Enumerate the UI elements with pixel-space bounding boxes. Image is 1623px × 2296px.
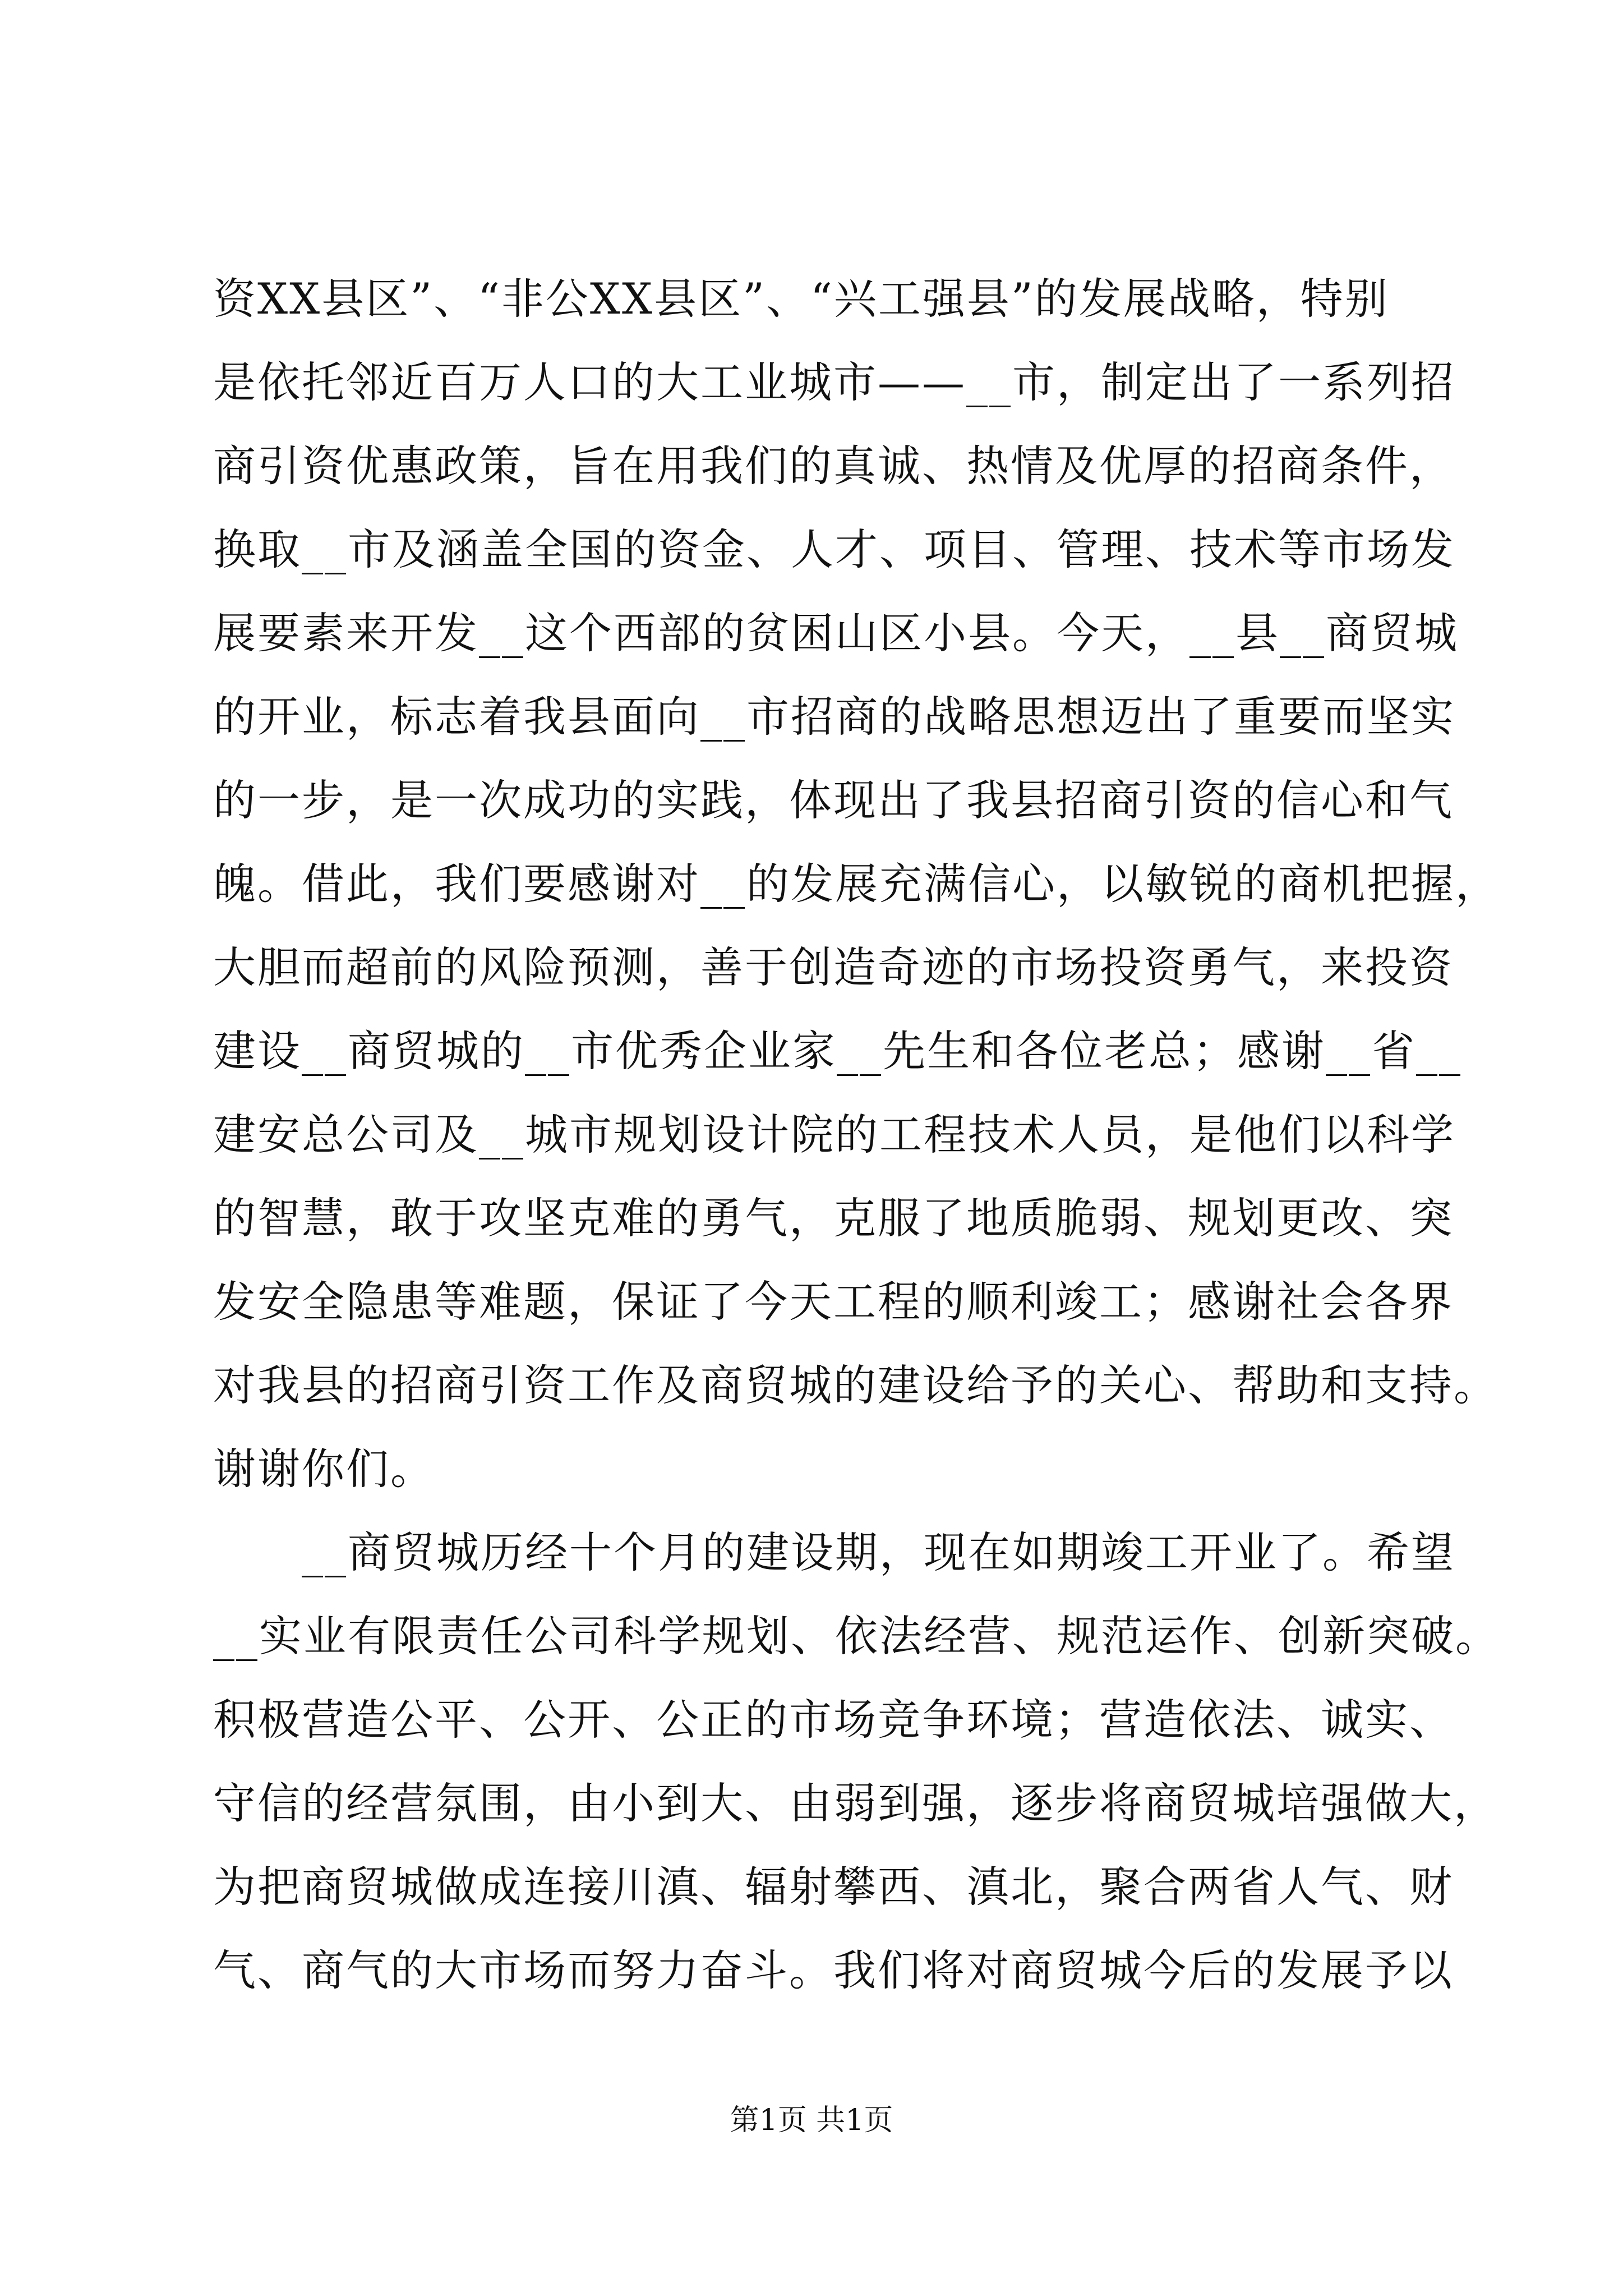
text-line: 建设__商贸城的__市优秀企业家__先生和各位老总；感谢__省__ [213, 1026, 1462, 1076]
text-line: 的一步，是一次成功的实践，体现出了我县招商引资的信心和气 [213, 775, 1454, 825]
text-line: 魄。借此，我们要感谢对__的发展充满信心，以敏锐的商机把握， [213, 859, 1500, 909]
page-footer [0, 2098, 1623, 2143]
text-line: 气、商气的大市场而努力奋斗。我们将对商贸城今后的发展予以 [213, 1945, 1454, 1995]
text-line: 积极营造公平、公开、公正的市场竞争环境；营造依法、诚实、 [213, 1695, 1454, 1745]
text-line: 建安总公司及__城市规划设计院的工程技术人员，是他们以科学 [213, 1110, 1455, 1159]
text-line: 守信的经营氛围，由小到大、由弱到强，逐步将商贸城培强做大， [213, 1778, 1498, 1828]
text-line: 资XX县区”、“非公XX县区”、“兴工强县”的发展战略，特别 [213, 274, 1389, 324]
text-line: 谢谢你们。 [213, 1444, 435, 1494]
text-line: 换取__市及涵盖全国的资金、人才、项目、管理、技术等市场发 [213, 524, 1455, 574]
text-line: 为把商贸城做成连接川滇、辐射攀西、滇北，聚合两省人气、财 [213, 1862, 1454, 1912]
text-line: 大胆而超前的风险预测，善于创造奇迹的市场投资勇气，来投资 [213, 942, 1454, 992]
document-body [213, 257, 1500, 2012]
text-line: 发安全隐患等难题，保证了今天工程的顺利竣工；感谢社会各界 [213, 1277, 1454, 1327]
text-line: __实业有限责任公司科学规划、依法经营、规范运作、创新突破。 [213, 1611, 1500, 1661]
text-line: 的开业，标志着我县面向__市招商的战略思想迈出了重要而坚实 [213, 692, 1455, 742]
text-line: 对我县的招商引资工作及商贸城的建设给予的关心、帮助和支持。 [213, 1360, 1498, 1410]
text-line: 是依托邻近百万人口的大工业城市——__市，制定出了一系列招 [213, 357, 1455, 407]
text-line: 商引资优惠政策，旨在用我们的真诚、热情及优厚的招商条件， [213, 441, 1454, 491]
text-line: 的智慧，敢于攻坚克难的勇气，克服了地质脆弱、规划更改、突 [213, 1193, 1454, 1243]
text-line: __商贸城历经十个月的建设期，现在如期竣工开业了。希望 [213, 1527, 1455, 1577]
page-number: 第1页 共1页 [730, 2104, 893, 2137]
text-line: 展要素来开发__这个西部的贫困山区小县。今天，__县__商贸城 [213, 608, 1459, 658]
